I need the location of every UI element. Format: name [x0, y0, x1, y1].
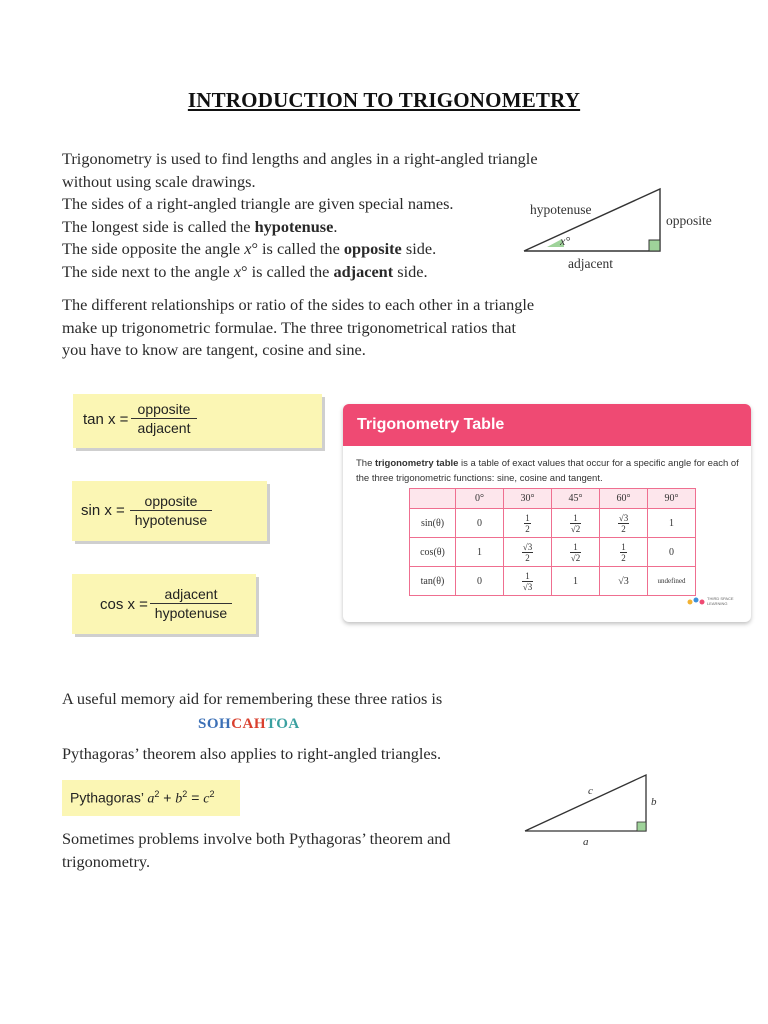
pythagoras-formula-box [62, 780, 240, 816]
trigonometry-table-card [343, 404, 751, 622]
value-cell: √3 [600, 567, 648, 596]
value-cell: 0 [456, 509, 504, 538]
tan-fraction: opposite adjacent [131, 401, 197, 436]
table-row [410, 567, 696, 596]
value-cell: $\frac{1}{√3}$ [504, 567, 552, 596]
card-title: Trigonometry Table [343, 404, 751, 446]
value-cell: $\frac{√3}{2}$ [600, 509, 648, 538]
closing-line-1: Sometimes problems involve both Pythagoras’ theorem and [62, 829, 451, 848]
relationships-paragraph [62, 294, 534, 362]
table-header-row [410, 489, 696, 509]
header-cell: 45° [552, 489, 600, 509]
value-cell: 1 [648, 509, 696, 538]
relationships-line-1: The different relationships or ratio of the sides to each other in a triangle [62, 295, 535, 314]
value-cell: 1 [552, 567, 600, 596]
angle-label: x° [560, 234, 571, 248]
intro-line-4: The longest side is called the hypotenuse. [62, 216, 338, 236]
value-cell: undefined [648, 567, 696, 596]
value-cell: $\frac{√3}{2}$ [504, 538, 552, 567]
side-c-label: c [588, 785, 593, 797]
brand-name: THIRD SPACE LEARNING [707, 596, 734, 606]
fn-cell: sin(θ) [410, 509, 456, 538]
value-cell: $\frac{1}{2}$ [600, 538, 648, 567]
opposite-label: opposite [666, 213, 712, 228]
hypotenuse-label: hypotenuse [530, 202, 592, 217]
side-a-label: a [583, 836, 589, 848]
memory-aid-text: A useful memory aid for remembering these three ratios is [62, 689, 443, 708]
sin-label: sin x = [81, 502, 125, 519]
table-row [410, 538, 696, 567]
value-cell: 0 [456, 567, 504, 596]
header-cell: 60° [600, 489, 648, 509]
adjacent-label: adjacent [568, 256, 613, 271]
cos-fraction: adjacent hypotenuse [150, 586, 232, 621]
pythagoras-formula: Pythagoras’ $a^2 + b^2 = c^2$ [70, 789, 215, 807]
tan-formula-box [73, 394, 322, 448]
closing-line-2: trigonometry. [62, 851, 151, 871]
page-title: INTRODUCTION TO TRIGONOMETRY [187, 88, 581, 112]
value-cell: $\frac{1}{√2}$ [552, 509, 600, 538]
header-cell: 0° [456, 489, 504, 509]
cos-label: cos x = [100, 596, 148, 613]
tan-label: tan x = [83, 411, 129, 428]
value-cell: 0 [648, 538, 696, 567]
value-cell: $\frac{1}{√2}$ [552, 538, 600, 567]
intro-line-2: without using scale drawings. [62, 171, 256, 191]
intro-line-6: The side next to the angle x° is called the adjacent side. [62, 261, 428, 281]
sin-fraction: opposite hypotenuse [130, 493, 212, 528]
fn-cell: tan(θ) [410, 567, 456, 596]
trigonometry-table [409, 488, 696, 596]
value-cell: $\frac{1}{2}$ [504, 509, 552, 538]
header-cell: 90° [648, 489, 696, 509]
value-cell: 1 [456, 538, 504, 567]
table-row [410, 509, 696, 538]
intro-line-1: Trigonometry is used to find lengths and angles in a right-angled triangle [62, 149, 538, 168]
sohcahtoa-mnemonic: SOHCAHTOA [198, 716, 300, 732]
intro-paragraph [62, 148, 538, 283]
card-description: The trigonometry table is a table of exact values that occur for a specific angle for each of the three trigonometric functions: sine, cosine and tangent. [356, 458, 739, 484]
relationships-line-3: you have to know are tangent, cosine and sine. [62, 340, 366, 359]
brand-logo-icon [687, 595, 705, 607]
fn-cell: cos(θ) [410, 538, 456, 567]
pythagoras-triangle-diagram [522, 772, 650, 834]
closing-paragraph [62, 828, 451, 873]
cos-formula-box [72, 574, 256, 634]
intro-line-3: The sides of a right-angled triangle are given special names. [62, 194, 454, 213]
side-b-label: b [651, 796, 657, 808]
right-triangle-diagram [520, 185, 665, 257]
relationships-line-2: make up trigonometric formulae. The three trigonometrical ratios that [62, 317, 517, 337]
sin-formula-box [72, 481, 267, 541]
header-cell: 30° [504, 489, 552, 509]
intro-line-5: The side opposite the angle x° is called the opposite side. [62, 239, 437, 258]
pythagoras-text: Pythagoras’ theorem also applies to right-angled triangles. [62, 744, 442, 763]
